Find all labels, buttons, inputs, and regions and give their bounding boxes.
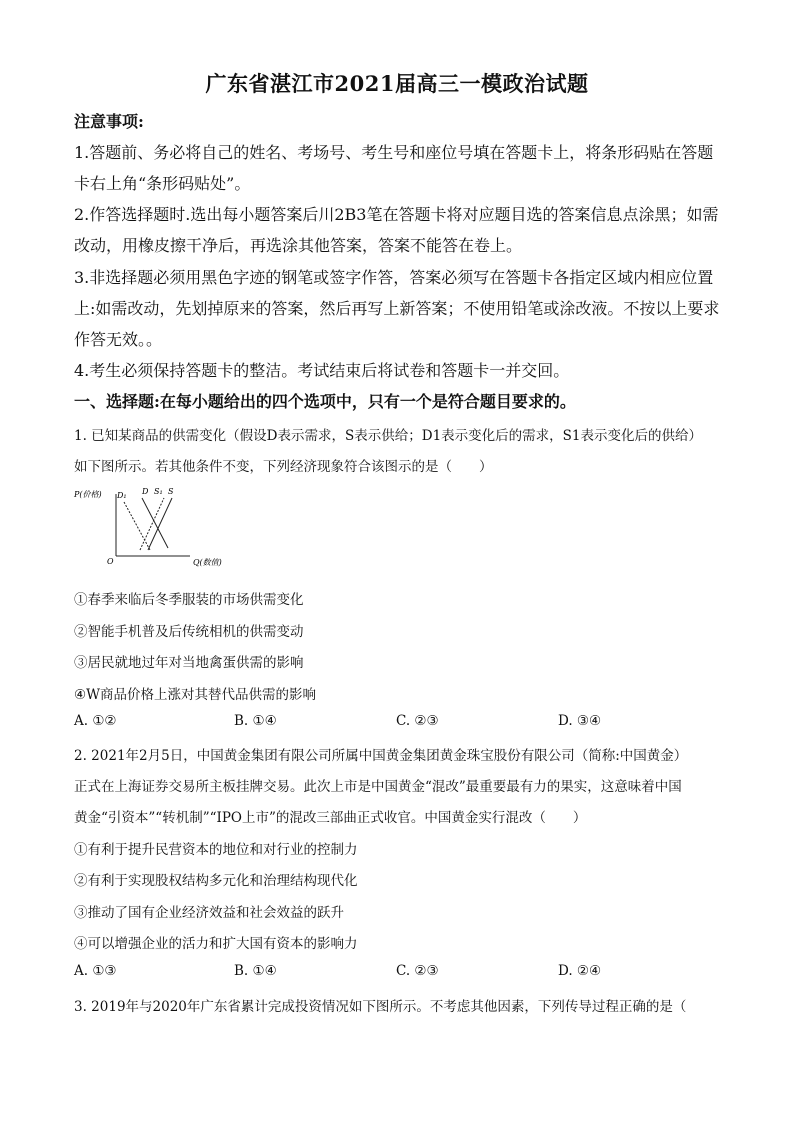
question-2-stem: 黄金“引资本”“转机制”“IPO上市”的混改三部曲正式收官。中国黄金实行混改（ ）: [74, 810, 587, 826]
question-2-item: ③推动了国有企业经济效益和社会效益的跃升: [74, 905, 344, 921]
question-1-item: ②智能手机普及后传统相机的供需变动: [74, 624, 304, 640]
option-b[interactable]: B. ①④: [234, 963, 277, 979]
d1-label: D₁: [117, 491, 127, 500]
s-label: S: [168, 487, 174, 496]
demand-curve-d1: [124, 502, 150, 550]
option-b[interactable]: B. ①④: [234, 713, 277, 729]
question-1-stem: 1. 已知某商品的供需变化（假设D表示需求，S表示供给；D1表示变化后的需求，S1表示变化后的供给）: [74, 428, 702, 444]
section-heading: 一、选择题:在每小题给出的四个选项中，只有一个是符合题目要求的。: [74, 392, 576, 411]
question-1-item: ③居民就地过年对当地禽蛋供需的影响: [74, 655, 304, 671]
option-d[interactable]: D. ②④: [558, 963, 602, 979]
question-2-stem: 2. 2021年2月5日，中国黄金集团有限公司所属中国黄金集团黄金珠宝股份有限公司（简称:中国黄金）: [74, 748, 688, 764]
option-c[interactable]: C. ②③: [396, 713, 439, 729]
s1-label: S₁: [154, 487, 163, 496]
x-axis-label: Q(数值): [193, 558, 222, 567]
question-1-stem: 如下图所示。若其他条件不变，下列经济现象符合该图示的是（ ）: [74, 459, 493, 475]
notice-line: 上:如需改动，先划掉原来的答案，然后再写上新答案；不使用铅笔或涂改液。不按以上要求: [74, 299, 720, 318]
notice-line: 卡右上角“条形码贴处”。: [74, 174, 251, 193]
origin-label: O: [107, 557, 114, 566]
option-c[interactable]: C. ②③: [396, 963, 439, 979]
notice-line: 3.非选择题必须用黑色字迹的钢笔或签字作答，答案必须写在答题卡各指定区域内相应位置: [74, 268, 714, 287]
y-axis-label: P(价格): [74, 490, 102, 499]
question-1-item: ①春季来临后冬季服装的市场供需变化: [74, 592, 304, 608]
question-1-item: ④W商品价格上涨对其替代品供需的影响: [74, 687, 316, 703]
notice-line: 4.考生必须保持答题卡的整洁。考试结束后将试卷和答题卡一并交回。: [74, 361, 570, 380]
d-label: D: [142, 487, 149, 496]
question-3-stem: 3. 2019年与2020年广东省累计完成投资情况如下图所示。不考虑其他因素，下列传导过程正确的是（: [74, 999, 687, 1015]
question-2-item: ②有利于实现股权结构多元化和治理结构现代化: [74, 873, 358, 889]
option-a[interactable]: A. ①③: [74, 963, 117, 979]
option-a[interactable]: A. ①②: [74, 713, 117, 729]
notice-line: 作答无效。。: [74, 330, 163, 349]
page-title: 广东省湛江市2021届高三一模政治试题: [205, 71, 589, 96]
notice-line: 2.作答选择题时.选出每小题答案后川2B3笔在答题卡将对应题目选的答案信息点涂黑；如需: [74, 205, 719, 224]
option-d[interactable]: D. ③④: [558, 713, 602, 729]
notice-heading: 注意事项:: [74, 112, 144, 131]
question-2-stem: 正式在上海证券交易所主板挂牌交易。此次上市是中国黄金“混改”最重要最有力的果实，这意味着中国: [74, 779, 682, 795]
notice-line: 1.答题前、务必将自己的姓名、考场号、考生号和座位号填在答题卡上，将条形码贴在答题: [74, 143, 714, 162]
question-2-item: ④可以增强企业的活力和扩大国有资本的影响力: [74, 936, 358, 952]
notice-line: 改动，用橡皮擦干净后，再选涂其他答案，答案不能答在卷上。: [74, 236, 523, 255]
demand-curve-d: [142, 498, 168, 548]
supply-demand-graph: [72, 484, 242, 576]
question-2-item: ①有利于提升民营资本的地位和对行业的控制力: [74, 842, 358, 858]
